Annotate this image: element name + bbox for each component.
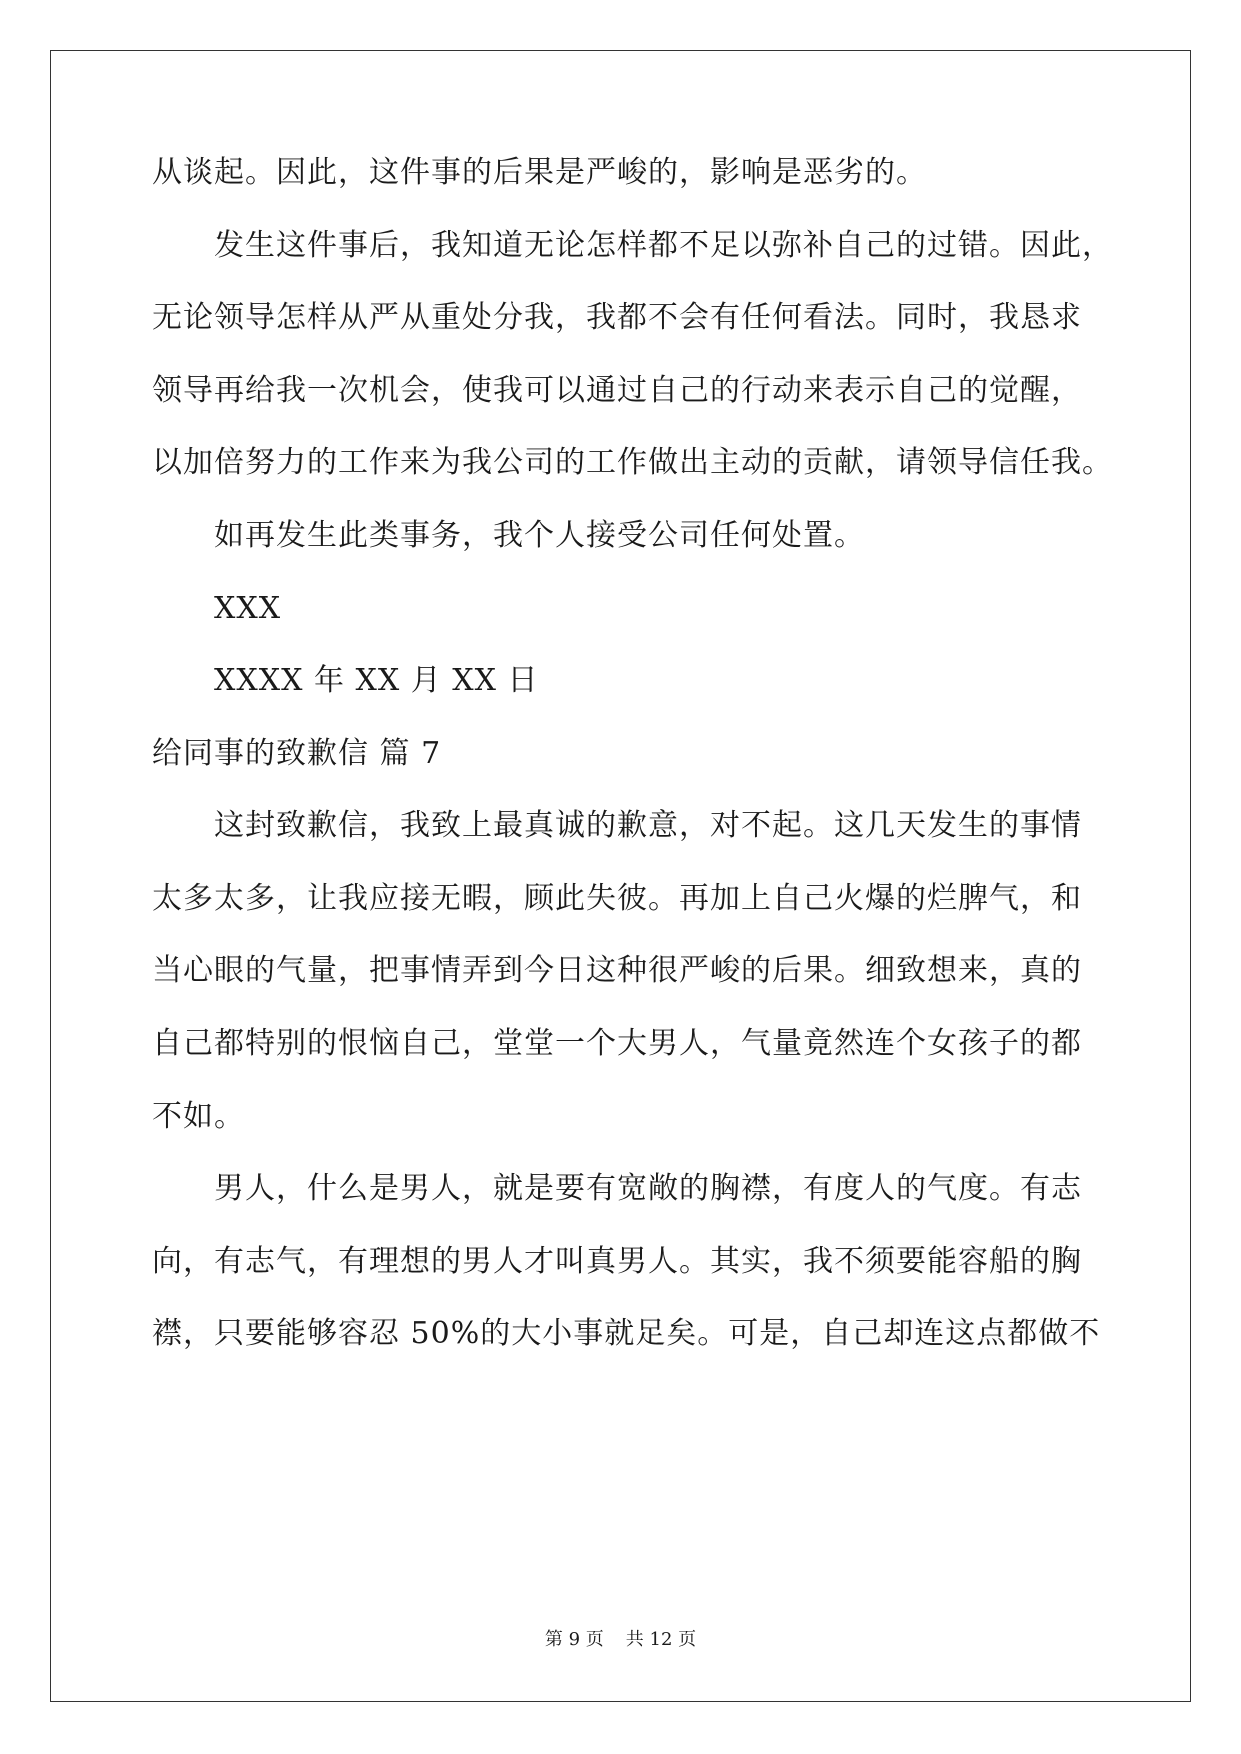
body-line: 无论领导怎样从严从重处分我，我都不会有任何看法。同时，我恳求 [152, 300, 1082, 335]
page-footer [0, 1628, 1241, 1652]
body-line: 当心眼的气量，把事情弄到今日这种很严峻的后果。细致想来，真的 [152, 953, 1082, 988]
body-line: 这封致歉信，我致上最真诚的歉意，对不起。这几天发生的事情 [214, 808, 1082, 843]
signature-date: XXXX 年 XX 月 XX 日 [214, 663, 539, 698]
body-line: 发生这件事后，我知道无论怎样都不足以弥补自己的过错。因此， [214, 228, 1113, 263]
body-line: 从谈起。因此，这件事的后果是严峻的，影响是恶劣的。 [152, 155, 927, 190]
body-line: 如再发生此类事务，我个人接受公司任何处置。 [214, 518, 865, 553]
body-line: 襟，只要能够容忍 50%的大小事就足矣。可是，自己却连这点都做不 [152, 1316, 1101, 1351]
body-line: 领导再给我一次机会，使我可以通过自己的行动来表示自己的觉醒， [152, 373, 1082, 408]
body-line: 以加倍努力的工作来为我公司的工作做出主动的贡献，请领导信任我。 [152, 445, 1113, 480]
body-line: 男人，什么是男人，就是要有宽敞的胸襟，有度人的气度。有志 [214, 1171, 1082, 1206]
body-line: 向，有志气，有理想的男人才叫真男人。其实，我不须要能容船的胸 [152, 1244, 1082, 1279]
page-total: 共 12 页 [625, 1629, 697, 1650]
body-line: 自己都特别的恨恼自己，堂堂一个大男人，气量竟然连个女孩子的都 [152, 1026, 1082, 1061]
section-heading: 给同事的致歉信 篇 7 [152, 736, 442, 771]
signature-name: XXX [214, 591, 282, 626]
page-number: 第 9 页 [544, 1629, 604, 1650]
body-line: 太多太多，让我应接无暇，顾此失彼。再加上自己火爆的烂脾气，和 [152, 881, 1082, 916]
body-line: 不如。 [152, 1099, 245, 1134]
